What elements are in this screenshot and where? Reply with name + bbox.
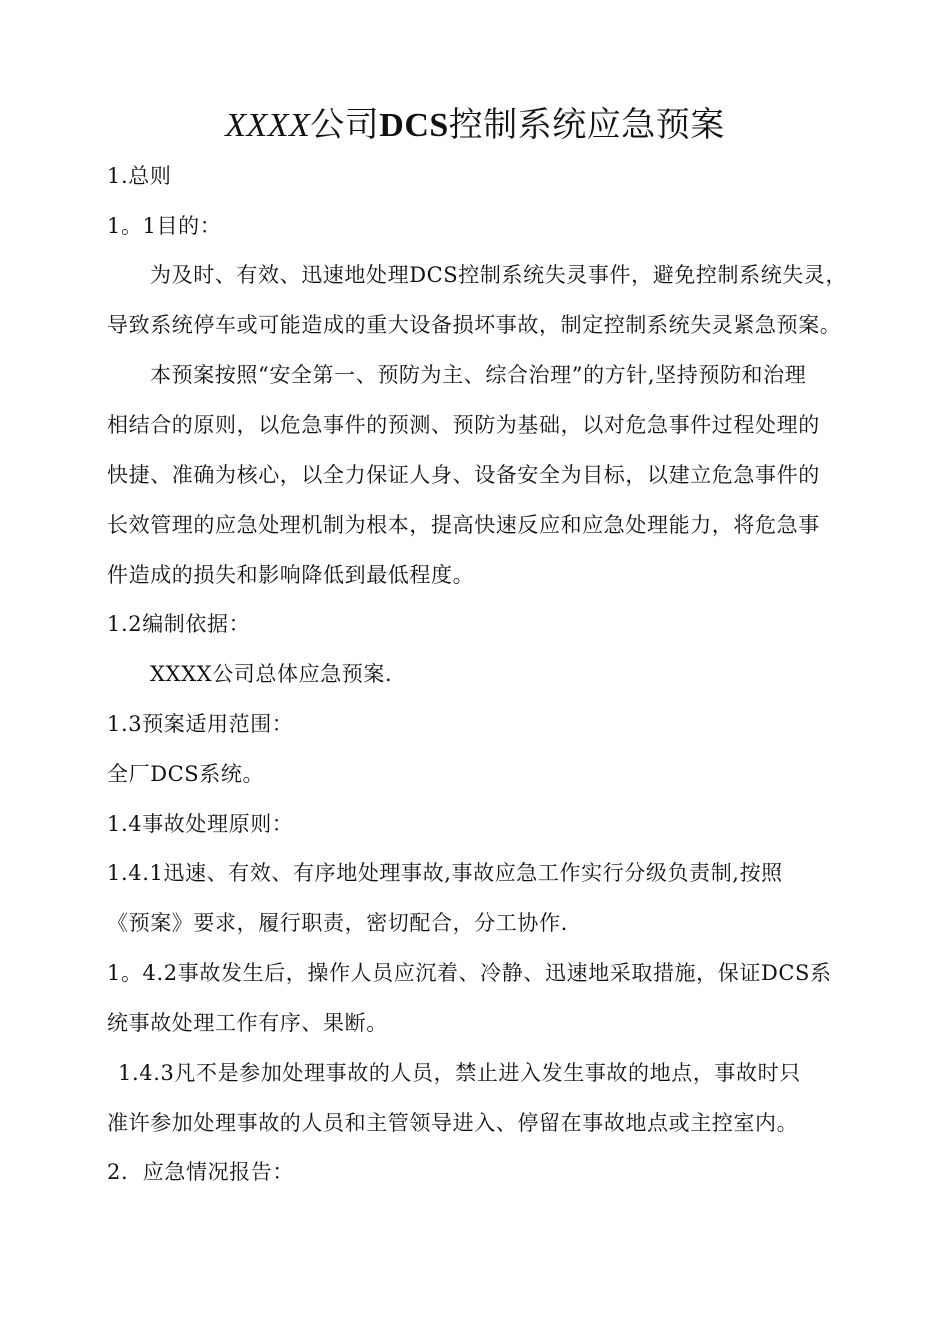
paragraph-line: 件造成的损失和影响降低到最低程度。 xyxy=(107,563,475,587)
paragraph-line: 为及时、有效、迅速地处理DCS控制系统失灵事件，避免控制系统失灵， xyxy=(150,263,848,287)
section-heading-emergency-report: 2. 应急情况报告： xyxy=(107,1160,294,1184)
paragraph-line: 1.4.3凡不是参加处理事故的人员，禁止进入发生事故的地点，事故时只 xyxy=(118,1061,801,1085)
title-rest: 控制系统应急预案 xyxy=(448,105,725,145)
title-company-placeholder: XXXX xyxy=(225,107,311,144)
subsection-heading-principles: 1.4事故处理原则： xyxy=(107,812,294,836)
subsection-heading-basis: 1.2编制依据： xyxy=(107,612,251,636)
paragraph-line: 本预案按照“安全第一、预防为主、综合治理”的方针,坚持预防和治理 xyxy=(150,363,807,387)
paragraph-line: 快捷、准确为核心，以全力保证人身、设备安全为目标，以建立危急事件的 xyxy=(107,463,820,487)
paragraph-line: 1.4.1迅速、有效、有序地处理事故,事故应急工作实行分级负责制,按照 xyxy=(107,861,783,885)
title-dcs: DCS xyxy=(379,107,449,144)
section-heading-general: 1.总则 xyxy=(107,164,172,188)
paragraph-line: 相结合的原则，以危急事件的预测、预防为基础，以对危急事件过程处理的 xyxy=(107,413,820,437)
paragraph-line: 《预案》要求，履行职责，密切配合，分工协作. xyxy=(107,911,568,935)
paragraph-line: 全厂DCS系统。 xyxy=(107,762,265,786)
page-title xyxy=(0,100,950,151)
paragraph-line: 长效管理的应急处理机制为根本，提高快速反应和应急处理能力，将危急事 xyxy=(107,513,820,537)
subsection-heading-purpose: 1。1目的： xyxy=(107,214,222,238)
paragraph-line: 导致系统停车或可能造成的重大设备损坏事故，制定控制系统失灵紧急预案。 xyxy=(107,313,842,337)
subsection-heading-scope: 1.3预案适用范围： xyxy=(107,712,294,736)
paragraph-line: 准许参加处理事故的人员和主管领导进入、停留在事故地点或主控室内。 xyxy=(107,1111,799,1135)
paragraph-line: 1。4.2事故发生后，操作人员应沉着、冷静、迅速地采取措施，保证DCS系 xyxy=(107,961,832,985)
paragraph-line: XXXX公司总体应急预案. xyxy=(150,662,393,686)
paragraph-line: 统事故处理工作有序、果断。 xyxy=(107,1011,388,1035)
title-company-word: 公司 xyxy=(310,105,380,145)
